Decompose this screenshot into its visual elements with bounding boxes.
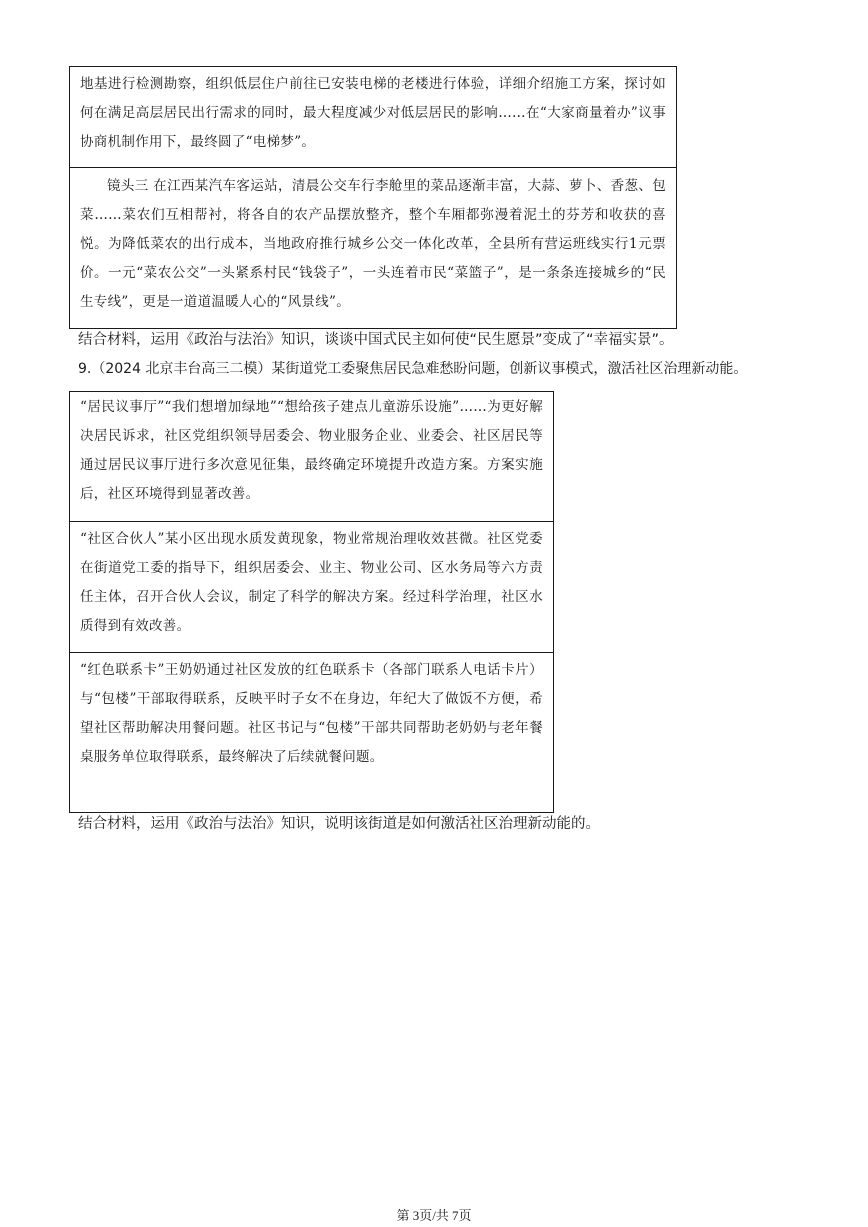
- q8-material-row-1: 地基进行检测勘察，组织低层住户前往已安装电梯的老楼进行体验，详细介绍施工方案，探讨如何在满足高层居民出行需求的同时，最大程度减少对低层居民的影响……在“大家商量着办”议事协商机制作用下，最终圆了“电梯梦”。: [70, 67, 676, 168]
- q9-material-row-3: “红色联系卡”王奶奶通过社区发放的红色联系卡（各部门联系人电话卡片）与“包楼”干部取得联系，反映平时子女不在身边，年纪大了做饭不方便，希望社区帮助解决用餐问题。社区书记与“包楼”干部共同帮助老奶奶与老年餐桌服务单位取得联系，最终解决了后续就餐问题。: [80, 662, 543, 765]
- page-number: 第 3页/共 7页: [396, 1208, 472, 1223]
- q8-prompt: 结合材料，运用《政治与法治》知识，谈谈中国式民主如何使“民生愿景”变成了“幸福实景”。: [78, 332, 674, 348]
- q8-material-box: [69, 66, 677, 329]
- q9-material-row-2: “社区合伙人”某小区出现水质发黄现象，物业常规治理收效甚微。社区党委在街道党工委的指导下，组织居委会、业主、物业公司、区水务局等六方责任主体，召开合伙人会议，制定了科学的解决方案。经过科学治理，社区水质得到有效改善。: [70, 522, 553, 653]
- q9-material-row-1: “居民议事厅”“我们想增加绿地”“想给孩子建点儿童游乐设施”……为更好解决居民诉求，社区党组织领导居委会、物业服务企业、业委会、社区居民等通过居民议事厅进行多次意见征集，最终确定环境提升改造方案。方案实施后，社区环境得到显著改善。: [70, 392, 553, 522]
- q9-prompt: 结合材料，运用《政治与法治》知识，说明该街道是如何激活社区治理新动能的。: [78, 816, 600, 832]
- q9-material-box: [69, 391, 554, 813]
- q8-material-row-2: 镜头三 在江西某汽车客运站，清晨公交车行李舱里的菜品逐渐丰富，大蒜、萝卜、香葱、包菜……菜农们互相帮衬，将各自的农产品摆放整齐，整个车厢都弥漫着泥土的芬芳和收获的喜悦。为降低菜农的出行成本，当地政府推行城乡公交一体化改革，全县所有营运班线实行1元票价。一元“菜农公交”一头紧系村民“钱袋子”，一头连着市民“菜篮子”，是一条条连接城乡的“民生专线”，更是一道道温暖人心的“风景线”。: [80, 178, 666, 310]
- q9-stem: 9.（2024 北京丰台高三二模）某街道党工委聚焦居民急难愁盼问题，创新议事模式，激活社区治理新动能。: [78, 361, 748, 377]
